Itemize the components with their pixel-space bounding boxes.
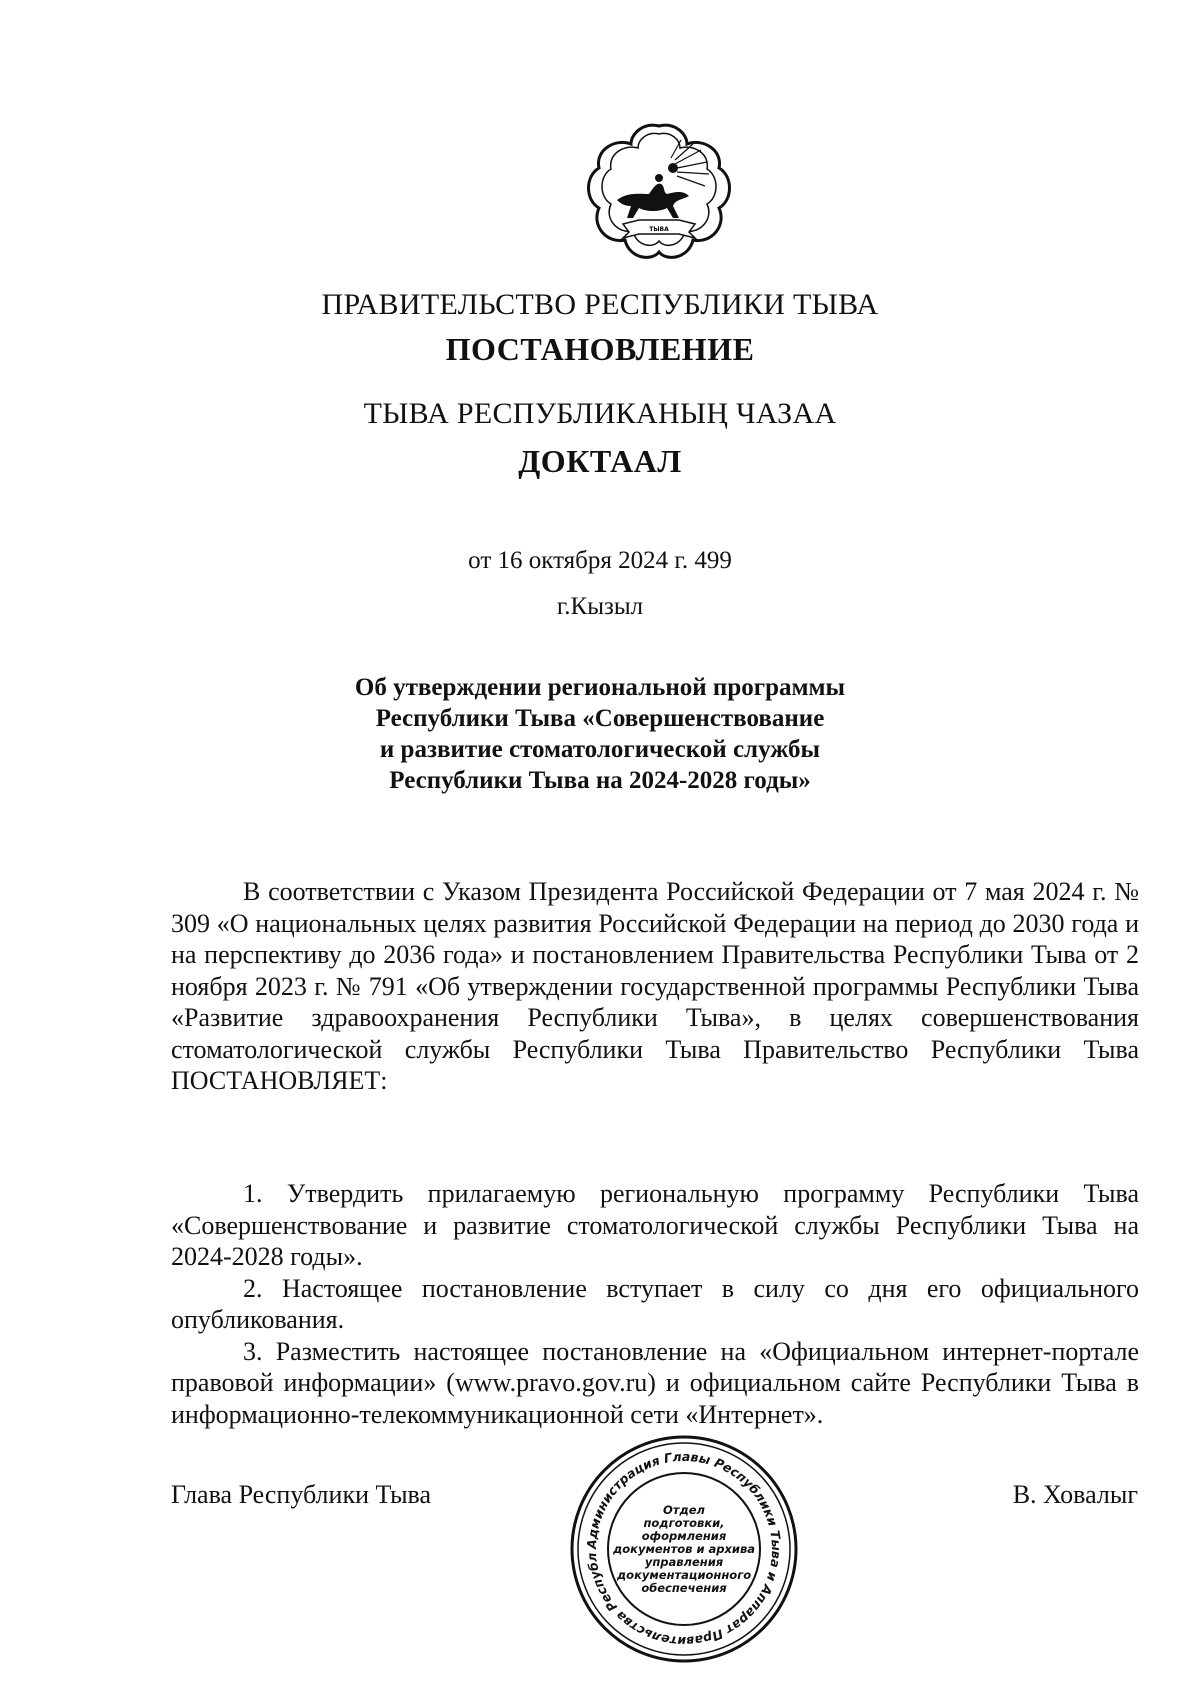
signature-name: В. Ховалыг <box>1012 1480 1138 1509</box>
title-line: Республики Тыва на 2024-2028 годы» <box>389 767 811 794</box>
stamp-center-line: обеспечения <box>641 1580 727 1595</box>
decree-item-3: 3. Разместить настоящее постановление на «Официальном интернет-портале правовой информации» (www.pravo.gov.ru) и официальном сайте Республики Тыва в информационно-телекоммуникационной сети «Интернет». <box>171 1336 1139 1429</box>
title-line: и развитие стоматологической службы <box>379 736 821 763</box>
stamp-center-line: оформления <box>641 1528 727 1543</box>
stamp-center-line: управления <box>644 1554 724 1569</box>
decree-date-number: от 16 октября 2024 г. 499 <box>468 547 732 574</box>
stamp-center-line: подготовки, <box>643 1515 725 1530</box>
stamp-center <box>567 1432 801 1666</box>
preamble-paragraph: В соответствии с Указом Президента Российской Федерации от 7 мая 2024 г. № 309 «О национальных целях развития Российской Федерации на период до 2030 года и на перспективу до 2036 года» и постановлением Правительства Республики Тыва от 2 ноября 2023 г. № 791 «Об утверждении государственной программы Республики Тыва «Развитие здравоохранения Республики Тыва», в целях совершенствования стоматологической службы Республики Тыва Правительство Республики Тыва ПОСТАНОВЛЯЕТ: <box>171 877 1139 1095</box>
title-line: Республики Тыва «Совершенствование <box>375 705 825 732</box>
decree-item-1: 1. Утвердить прилагаемую региональную программу Республики Тыва «Совершенствование и развитие стоматологической службы Республики Тыва на 2024-2028 годы». <box>171 1179 1139 1271</box>
stamp-center-line: Отдел <box>663 1502 705 1517</box>
decree-city: г.Кызыл <box>556 593 644 620</box>
decree-type-ru: ПОСТАНОВЛЕНИЕ <box>445 331 755 367</box>
signature-position: Глава Республики Тыва <box>171 1480 432 1509</box>
stamp-center-line: документационного <box>616 1567 752 1582</box>
stamp-center-line: документов и архива <box>612 1541 756 1556</box>
decree-title <box>200 672 1000 796</box>
decree-item-2: 2. Настоящее постановление вступает в силу со дня его официального опубликования. <box>171 1273 1139 1334</box>
emblem-ribbon-text: ТЫВА <box>649 226 669 233</box>
official-stamp <box>567 1432 801 1666</box>
title-line: Об утверждении региональной программы <box>354 674 846 701</box>
stamp-ring-text: Администрация Главы Республики Тыва и Аппарат Правительства Республ <box>583 1448 785 1650</box>
decree-type-tyv: ДОКТААЛ <box>518 443 682 479</box>
preamble-section <box>171 876 1139 1097</box>
government-name-ru: ПРАВИТЕЛЬСТВО РЕСПУБЛИКИ ТЫВА <box>321 288 879 321</box>
coat-of-arms-icon <box>583 120 735 262</box>
government-name-tyv: ТЫВА РЕСПУБЛИКАНЫҢ ЧАЗАА <box>363 397 837 430</box>
decree-items <box>171 1178 1139 1430</box>
